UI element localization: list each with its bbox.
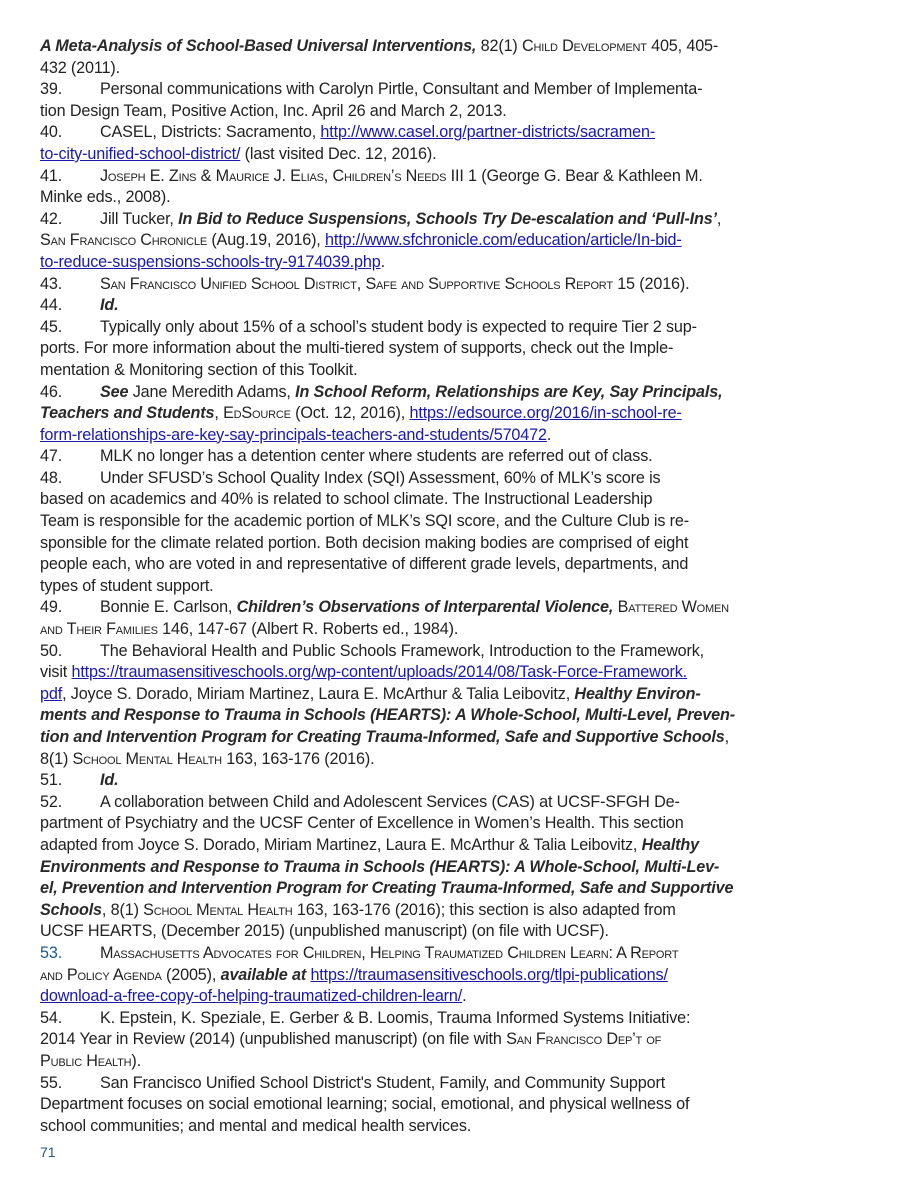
footnote-line	[40, 1008, 800, 1030]
footnote-text: Minke eds., 2008).	[40, 188, 171, 207]
footnote-line	[40, 317, 800, 339]
footnote-text: adapted from Joyce S. Dorado, Miriam Martinez, Laura E. McArthur & Talia Leibovitz,	[40, 835, 642, 854]
footnote-text: people each, who are voted in and representative of different grade levels, departments, and	[40, 555, 689, 574]
footnote-text: III 1 (George G. Bear & Kathleen M.	[446, 166, 703, 185]
footnote-text: school communities; and mental and medical health services.	[40, 1116, 472, 1135]
footnote-number: 53.	[40, 943, 63, 962]
footnote-line	[40, 813, 800, 835]
footnote-number: 43.	[40, 274, 63, 293]
footnote-text: 432 (2011).	[40, 58, 120, 77]
footnote-line	[40, 79, 800, 101]
small-caps-source: San Francisco Unified School District	[100, 274, 357, 293]
footnote-text: visit	[40, 663, 72, 682]
footnote-line	[40, 662, 800, 684]
url-link[interactable]: https://edsource.org/2016/in-school-re-	[409, 404, 682, 423]
url-link[interactable]: http://www.casel.org/partner-districts/sacramen-	[320, 123, 656, 142]
footnote-text: sponsible for the climate related portion. Both decision making bodies are comprised of eight	[40, 533, 689, 552]
footnote-line	[40, 360, 800, 382]
footnote	[40, 382, 800, 447]
footnote-line	[40, 619, 800, 641]
footnote-line	[40, 878, 800, 900]
footnote-number: 51.	[40, 771, 63, 790]
footnote-line	[40, 900, 800, 922]
italic-title: See	[100, 382, 129, 401]
footnote-text: ,	[323, 166, 333, 185]
footnote-number: 54.	[40, 1008, 63, 1027]
small-caps-source: San Francisco Dep’t of	[506, 1030, 662, 1049]
footnote-text: , 8(1)	[101, 900, 144, 919]
small-caps-source: Joseph E. Zins	[100, 166, 197, 185]
italic-title: Id.	[100, 296, 119, 315]
footnote-line	[40, 209, 800, 231]
page-number: 71	[40, 1144, 56, 1160]
footnote-text: partment of Psychiatry and the UCSF Center of Excellence in Women’s Health. This section	[40, 814, 684, 833]
footnote-text: Jill Tucker,	[100, 209, 179, 228]
footnote-line	[40, 489, 800, 511]
footnote-line	[40, 597, 800, 619]
footnote-text: &	[196, 166, 216, 185]
footnote-text: CASEL, Districts: Sacramento,	[100, 123, 321, 142]
small-caps-source: School Mental Health	[72, 749, 222, 768]
small-caps-source: Child Development	[522, 37, 647, 55]
footnote-text: MLK no longer has a detention center where students are referred out of class.	[100, 447, 653, 466]
footnote-number: 55.	[40, 1073, 63, 1092]
footnote-line	[40, 641, 800, 663]
footnote-line	[40, 792, 800, 814]
footnote-text: 82(1)	[476, 37, 523, 55]
footnote-line	[40, 1116, 800, 1138]
footnote-text: 146, 147-67 (Albert R. Roberts ed., 1984).	[157, 620, 459, 639]
footnote-text: types of student support.	[40, 576, 214, 595]
footnote-line	[40, 727, 800, 749]
footnote	[40, 943, 800, 1008]
footnote-text: ,	[356, 274, 366, 293]
italic-title: Children’s Observations of Interparental Violence,	[236, 598, 614, 617]
footnotes-list	[40, 36, 800, 1137]
footnote-line	[40, 554, 800, 576]
footnote	[40, 317, 800, 382]
url-link[interactable]: https://traumasensitiveschools.org/tlpi-publications/	[310, 965, 668, 984]
footnote-line	[40, 166, 800, 188]
footnote-text: mentation & Monitoring section of this Toolkit.	[40, 360, 358, 379]
footnote-number: 41.	[40, 166, 63, 185]
small-caps-source: San Francisco Chronicle	[40, 231, 207, 250]
footnote-text: Typically only about 15% of a school’s student body is expected to require Tier 2 sup-	[100, 317, 697, 336]
url-link[interactable]: http://www.sfchronicle.com/education/article/In-bid-	[325, 231, 682, 250]
footnote-number: 42.	[40, 209, 63, 228]
footnote-text: Personal communications with Carolyn Pirtle, Consultant and Member of Implementa-	[100, 80, 703, 99]
footnote	[40, 36, 800, 79]
footnote-text: based on academics and 40% is related to school climate. The Instructional Leadership	[40, 490, 653, 509]
footnote-text: .	[380, 252, 385, 271]
footnote-text: Bonnie E. Carlson,	[100, 598, 237, 617]
footnote-line	[40, 338, 800, 360]
footnote-line	[40, 274, 800, 296]
small-caps-source: Battered Women	[617, 598, 729, 617]
footnote-line	[40, 965, 800, 987]
url-link[interactable]: to-city-unified-school-district/	[40, 144, 241, 163]
small-caps-source: and Policy Agenda	[40, 965, 162, 984]
footnote-text: (Aug.19, 2016),	[206, 231, 326, 250]
footnote-text: 8(1)	[40, 749, 73, 768]
footnote	[40, 295, 800, 317]
footnote-number: 46.	[40, 382, 63, 401]
footnote-text: ).	[131, 1051, 142, 1070]
footnote-text: ,	[724, 728, 729, 746]
footnote-text: UCSF HEARTS, (December 2015) (unpublished manuscript) (on file with UCSF).	[40, 922, 609, 941]
footnote	[40, 209, 800, 274]
footnote-line	[40, 122, 800, 144]
footnote-line	[40, 511, 800, 533]
footnote-text: 163, 163-176 (2016).	[221, 749, 375, 768]
italic-title: A Meta-Analysis of School-Based Universal Interventions,	[40, 37, 477, 55]
footnote	[40, 274, 800, 296]
footnote	[40, 122, 800, 165]
footnote-line	[40, 1051, 800, 1073]
footnote-line	[40, 1073, 800, 1095]
small-caps-source: School Mental Health	[143, 900, 293, 919]
footnote-number: 52.	[40, 792, 63, 811]
footnote-line	[40, 986, 800, 1008]
footnote-number: 50.	[40, 641, 63, 660]
italic-title: available at	[220, 965, 307, 984]
footnote-line	[40, 749, 800, 771]
small-caps-source: Safe and Supportive Schools Report	[365, 274, 613, 293]
footnote-line	[40, 1094, 800, 1116]
footnote-line	[40, 252, 800, 274]
footnote-number: 48.	[40, 468, 63, 487]
footnote-line	[40, 533, 800, 555]
footnote-text: (2005),	[161, 965, 221, 984]
footnote-text: 2014 Year in Review (2014) (unpublished manuscript) (on file with	[40, 1030, 507, 1049]
footnote-text: San Francisco Unified School District's Student, Family, and Community Support	[100, 1073, 666, 1092]
italic-title: Healthy	[641, 835, 700, 854]
footnote-line	[40, 187, 800, 209]
footnote-text: tion Design Team, Positive Action, Inc. April 26 and March 2, 2013.	[40, 101, 507, 120]
footnote-text: Team is responsible for the academic portion of MLK’s SQI score, and the Culture Club is re-	[40, 512, 689, 531]
footnote-number: 39.	[40, 80, 63, 99]
footnote-number: 40.	[40, 123, 63, 142]
footnote-line	[40, 921, 800, 943]
footnote-line	[40, 468, 800, 490]
url-link[interactable]: download-a-free-copy-of-helping-traumatized-children-learn/	[40, 987, 463, 1006]
footnote-text: .	[462, 987, 467, 1006]
footnote-text: Under SFUSD’s School Quality Index (SQI) Assessment, 60% of MLK’s score is	[100, 468, 661, 487]
small-caps-source: and Their Families	[40, 620, 158, 639]
footnote	[40, 1073, 800, 1138]
footnote-line	[40, 36, 800, 58]
footnote-line	[40, 295, 800, 317]
footnote-line	[40, 58, 800, 80]
url-link[interactable]: to-reduce-suspensions-schools-try-9174039.php	[40, 252, 381, 271]
footnote	[40, 597, 800, 640]
footnote	[40, 79, 800, 122]
footnote-number: 44.	[40, 296, 63, 315]
footnote-text: .	[546, 425, 552, 444]
footnote-text: 163, 163-176 (2016); this section is also adapted from	[292, 900, 676, 919]
footnote-text: The Behavioral Health and Public Schools Framework, Introduction to the Framework,	[100, 641, 705, 660]
footnote-text: A collaboration between Child and Adolescent Services (CAS) at UCSF-SFGH De-	[100, 792, 680, 811]
footnote-line	[40, 705, 800, 727]
footnote-number: 49.	[40, 598, 63, 617]
footnote-line	[40, 382, 800, 404]
footnote	[40, 446, 800, 468]
italic-title: Schools	[40, 900, 102, 919]
footnote-line	[40, 230, 800, 252]
footnote	[40, 166, 800, 209]
italic-title: Healthy Environ-	[574, 684, 701, 703]
footnote-line	[40, 403, 800, 425]
url-link[interactable]: form-relationships-are-key-say-principals-teachers-and-students/570472	[40, 425, 547, 444]
small-caps-source: Children’s Needs	[332, 166, 447, 185]
footnote-text: ,	[214, 404, 224, 423]
footnote	[40, 792, 800, 943]
footnote-text: (last visited Dec. 12, 2016).	[240, 144, 437, 163]
italic-title: In Bid to Reduce Suspensions, Schools Try De-escalation and ‘Pull-Ins’	[178, 209, 717, 228]
italic-title: el, Prevention and Intervention Program for Creating Trauma-Informed, Safe and Supportive	[40, 879, 734, 898]
url-link[interactable]: https://traumasensitiveschools.org/wp-content/uploads/2014/08/Task-Force-Framework.	[71, 663, 688, 682]
footnote	[40, 770, 800, 792]
footnote-line	[40, 770, 800, 792]
italic-title: Id.	[100, 771, 119, 790]
italic-title: ments and Response to Trauma in Schools (HEARTS): A Whole-School, Multi-Level, Preven-	[40, 706, 735, 725]
footnote-text: Jane Meredith Adams,	[128, 382, 296, 401]
small-caps-source: EdSource	[223, 404, 291, 423]
footnote	[40, 641, 800, 771]
small-caps-source: Public Health	[40, 1051, 132, 1070]
footnote-line	[40, 835, 800, 857]
footnote-text: (Oct. 12, 2016),	[290, 404, 410, 423]
footnote-line	[40, 144, 800, 166]
footnote-text: Department focuses on social emotional learning; social, emotional, and physical wellness of	[40, 1095, 690, 1114]
footnote-text: , Joyce S. Dorado, Miriam Martinez, Laura E. McArthur & Talia Leibovitz,	[62, 684, 575, 703]
italic-title: tion and Intervention Program for Creating Trauma-Informed, Safe and Supportive Schools	[40, 728, 725, 746]
footnote-text: ,	[361, 943, 370, 962]
footnote-line	[40, 425, 800, 447]
footnote-line	[40, 857, 800, 879]
italic-title: Teachers and Students	[40, 404, 215, 423]
footnote-line	[40, 1029, 800, 1051]
small-caps-source: Massachusetts Advocates for Children	[100, 943, 362, 962]
small-caps-source: Helping Traumatized Children Learn: A Report	[369, 943, 679, 962]
footnote-text: 15 (2016).	[612, 274, 690, 293]
italic-title: In School Reform, Relationships are Key, Say Principals,	[295, 382, 723, 401]
footnote-text: ,	[716, 209, 722, 228]
footnote-text: K. Epstein, K. Speziale, E. Gerber & B. Loomis, Trauma Informed Systems Initiative:	[100, 1008, 691, 1027]
footnote	[40, 1008, 800, 1073]
url-link[interactable]: pdf	[40, 684, 63, 703]
footnote-line	[40, 446, 800, 468]
footnote-line	[40, 943, 800, 965]
small-caps-source: Maurice J. Elias	[215, 166, 324, 185]
footnote-text: ports. For more information about the multi-tiered system of supports, check out the Imple-	[40, 339, 674, 358]
italic-title: Environments and Response to Trauma in Schools (HEARTS): A Whole-School, Multi-Lev-	[40, 857, 720, 876]
footnote-text: 405, 405-	[646, 37, 719, 55]
footnote-line	[40, 684, 800, 706]
footnote-line	[40, 101, 800, 123]
footnote-number: 45.	[40, 317, 63, 336]
footnote-line	[40, 576, 800, 598]
footnote	[40, 468, 800, 598]
footnote-number: 47.	[40, 447, 63, 466]
